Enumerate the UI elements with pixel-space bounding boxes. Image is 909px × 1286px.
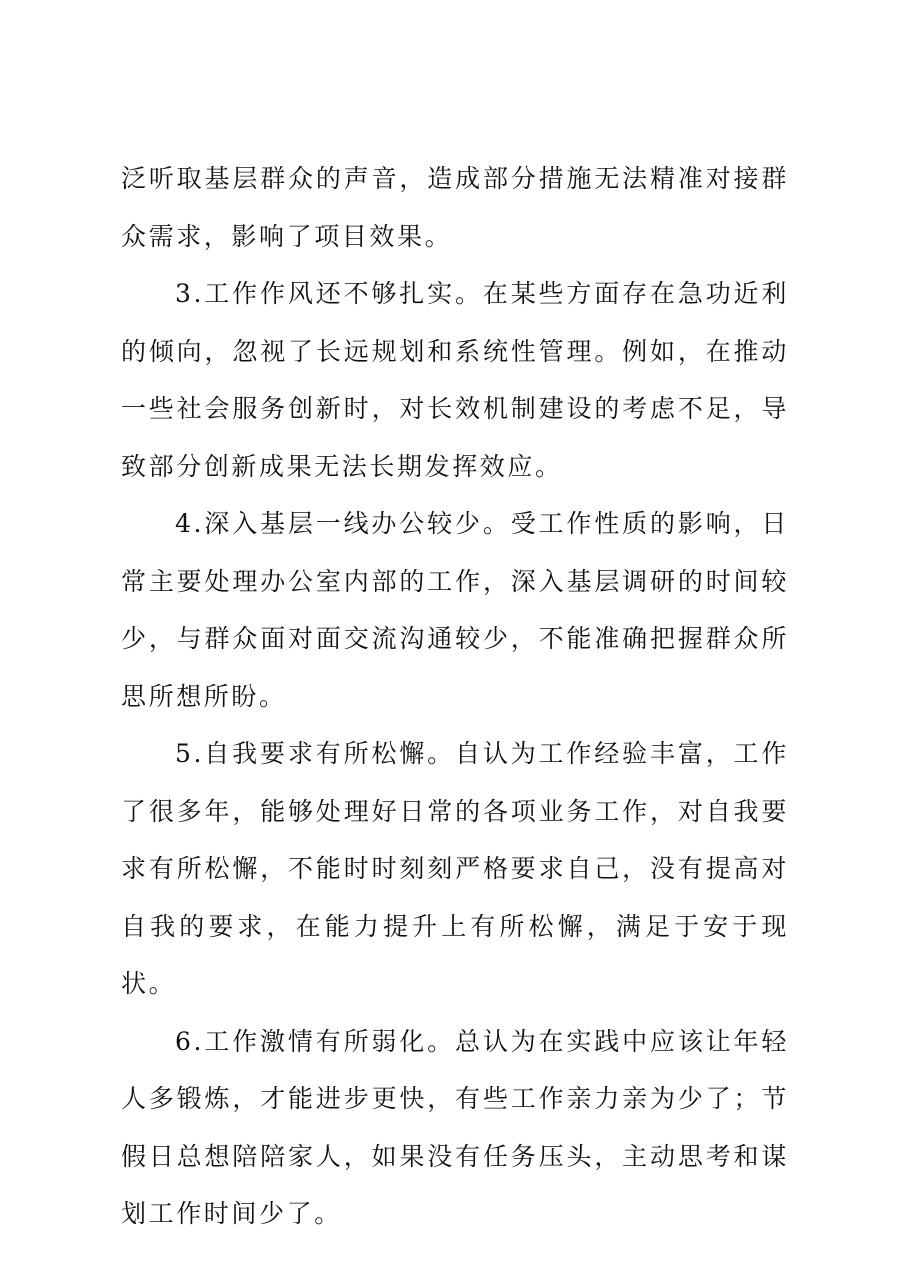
paragraph-continuation: 泛听取基层群众的声音，造成部分措施无法精准对接群众需求，影响了项目效果。 — [121, 164, 789, 251]
paragraph-item-5: 5.自我要求有所松懈。自认为工作经验丰富，工作了很多年，能够处理好日常的各项业务工作，对自我要求有所松懈，不能时时刻刻严格要求自己，没有提高对自我的要求，在能力提升上有所松懈，满足于安于现状。 — [121, 739, 789, 998]
paragraph-item-4: 4.深入基层一线办公较少。受工作性质的影响，日常主要处理办公室内部的工作，深入基层调研的时间较少，与群众面对面交流沟通较少，不能准确把握群众所思所想所盼。 — [121, 509, 789, 711]
paragraph-item-6: 6.工作激情有所弱化。总认为在实践中应该让年轻人多锻炼，才能进步更快，有些工作亲力亲为少了；节假日总想陪陪家人，如果没有任务压头，主动思考和谋划工作时间少了。 — [121, 1026, 789, 1228]
paragraph-item-3: 3.工作作风还不够扎实。在某些方面存在急功近利的倾向，忽视了长远规划和系统性管理。例如，在推动一些社会服务创新时，对长效机制建设的考虑不足，导致部分创新成果无法长期发挥效应。 — [121, 279, 789, 481]
document-body — [121, 150, 789, 1243]
